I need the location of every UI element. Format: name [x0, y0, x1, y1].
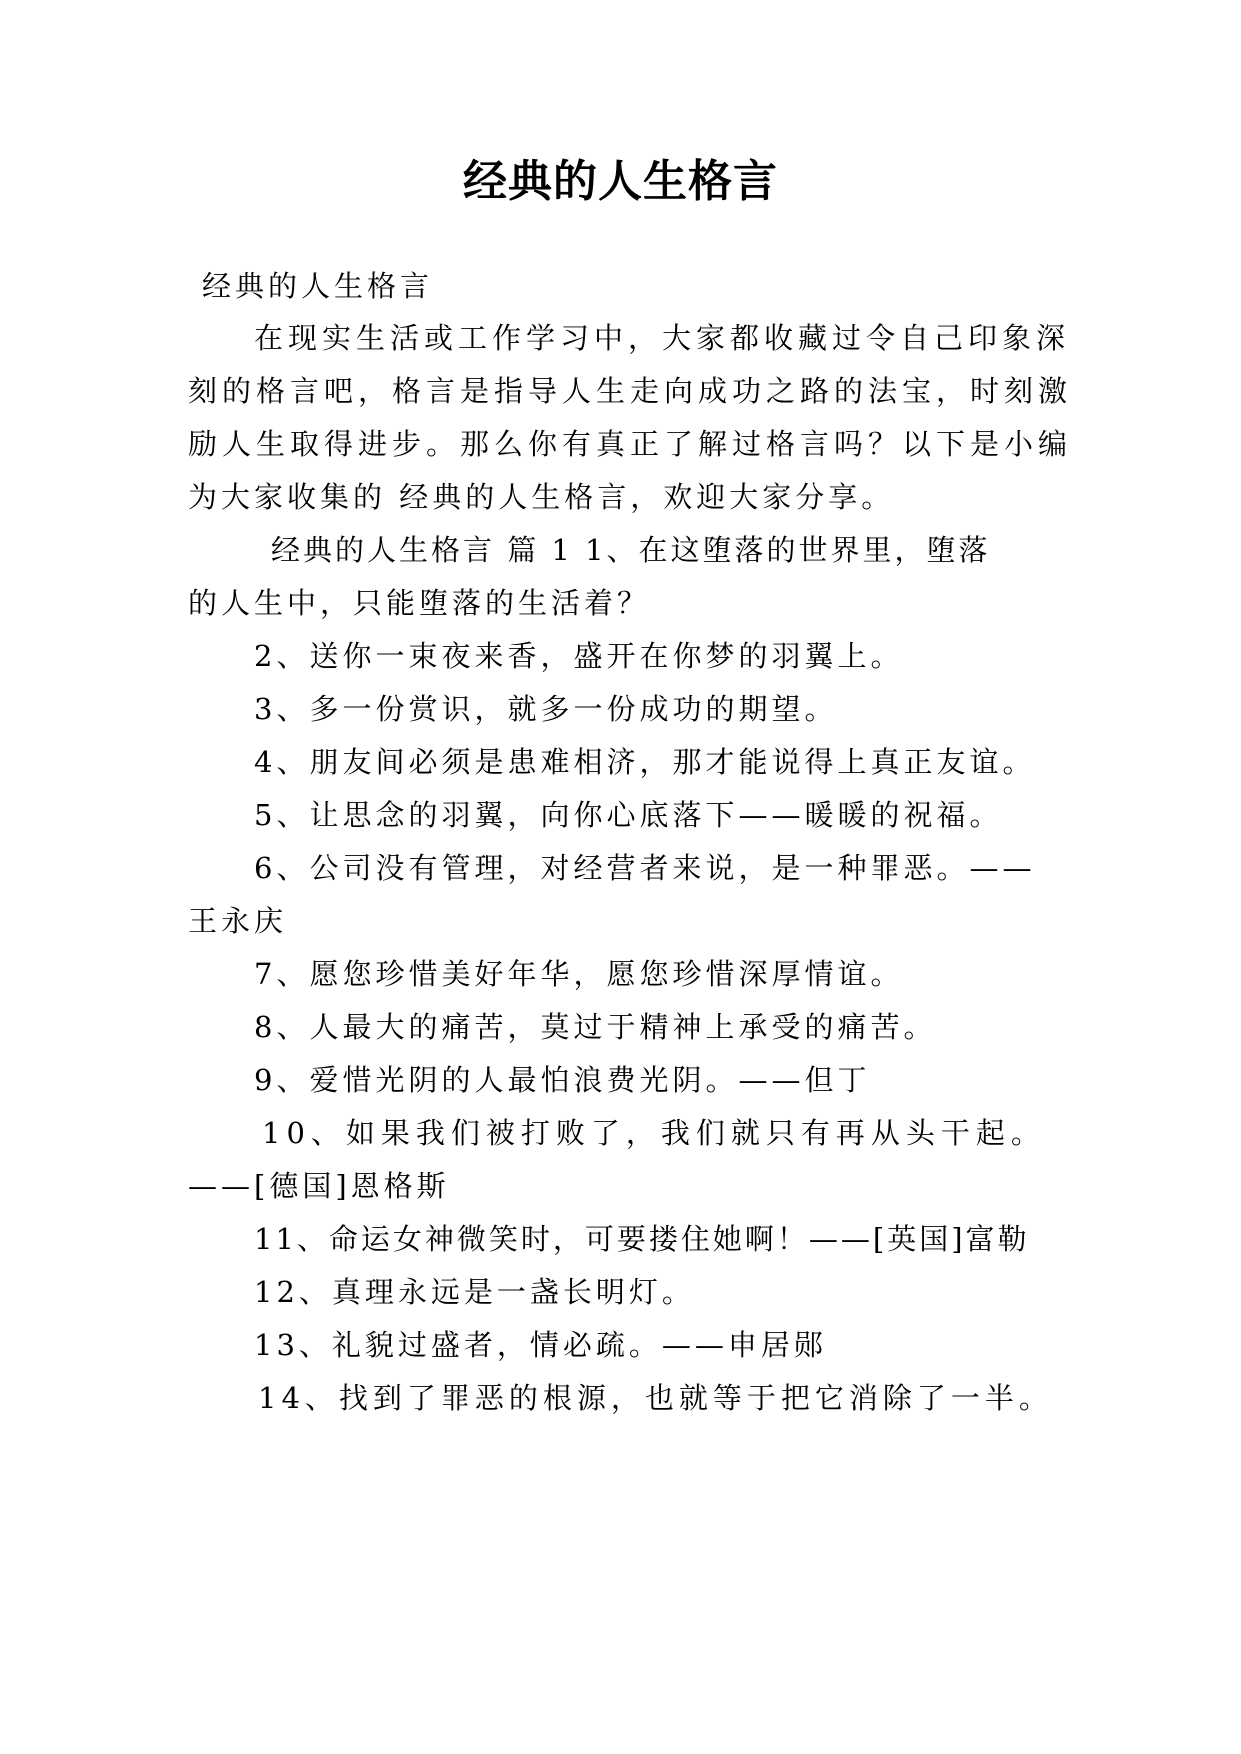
quote-line: 5、让思念的羽翼，向你心底落下——暖暖的祝福。 [254, 798, 1003, 832]
quote-line: ——[德国]恩格斯 [188, 1169, 450, 1203]
section-heading-line: 经典的人生格言 篇 1 1、在这堕落的世界里，堕落 [271, 533, 991, 567]
quote-line: 王永庆 [188, 904, 288, 938]
paragraph-line: 为大家收集的 经典的人生格言，欢迎大家分享。 [188, 480, 895, 514]
quote-line: 7、愿您珍惜美好年华，愿您珍惜深厚情谊。 [254, 957, 904, 991]
quote-line: 的人生中，只能堕落的生活着？ [188, 586, 651, 620]
document-title: 经典的人生格言 [463, 156, 778, 207]
paragraph-line: 励人生取得进步。那么你有真正了解过格言吗？以下是小编 [188, 427, 1073, 461]
paragraph-line: 在现实生活或工作学习中，大家都收藏过令自己印象深 [254, 321, 1071, 355]
paragraph-line: 刻的格言吧，格言是指导人生走向成功之路的法宝，时刻激 [188, 374, 1073, 408]
quote-line: 9、爱惜光阴的人最怕浪费光阴。——但丁 [254, 1063, 871, 1097]
quote-line: 14、找到了罪恶的根源，也就等于把它消除了一半。 [258, 1381, 1053, 1415]
quote-line: 4、朋友间必须是患难相济，那才能说得上真正友谊。 [254, 745, 1036, 779]
quote-line: 3、多一份赏识，就多一份成功的期望。 [254, 692, 838, 726]
quote-line: 11、命运女神微笑时，可要搂住她啊！——[英国]富勒 [254, 1222, 1030, 1256]
quote-line: 10、如果我们被打败了，我们就只有再从头干起。 [262, 1116, 1046, 1150]
subtitle-line: 经典的人生格言 [202, 269, 434, 303]
quote-line: 13、礼貌过盛者，情必疏。——申居郧 [254, 1328, 827, 1362]
quote-line: 2、送你一束夜来香，盛开在你梦的羽翼上。 [254, 639, 904, 673]
quote-line: 12、真理永远是一盏长明灯。 [254, 1275, 695, 1309]
quote-line: 8、人最大的痛苦，莫过于精神上承受的痛苦。 [254, 1010, 937, 1044]
quote-line: 6、公司没有管理，对经营者来说，是一种罪恶。—— [254, 851, 1036, 885]
